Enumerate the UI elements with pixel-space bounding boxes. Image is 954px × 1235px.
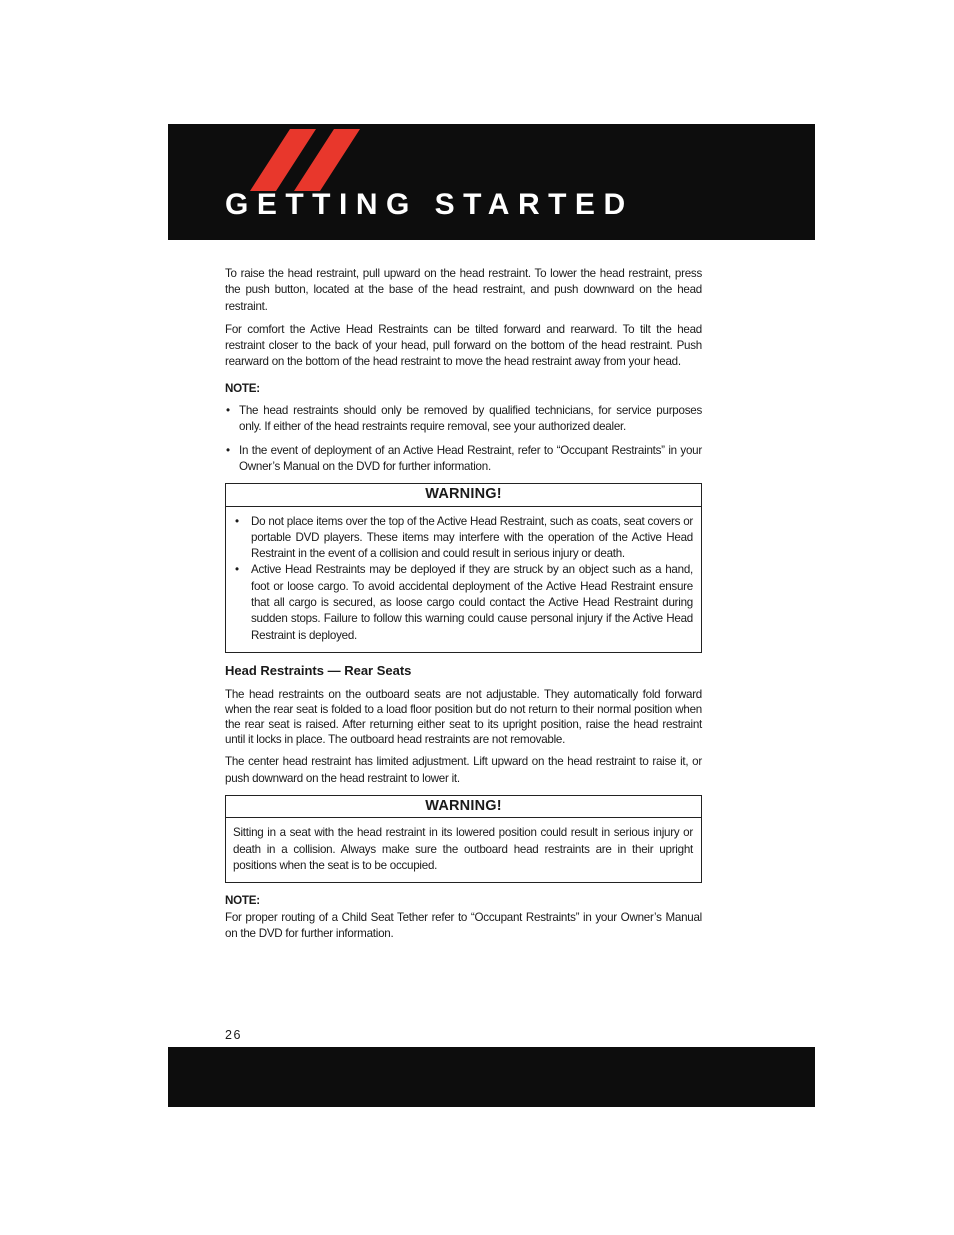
subheading-rear-seats: Head Restraints — Rear Seats xyxy=(225,662,412,678)
paragraph-raise-lower: To raise the head restraint, pull upward on the head restraint. To lower the head restraint, press the push button, located at the base of the head restraint, and push downward on the head restraint. xyxy=(225,267,702,313)
note-bullet xyxy=(225,403,702,436)
warning-title: WARNING! xyxy=(226,796,701,818)
warning-bullet xyxy=(233,562,693,643)
page-number: 26 xyxy=(225,1028,242,1042)
note-label: NOTE: xyxy=(225,381,260,395)
bullet-glyph: • xyxy=(235,514,239,528)
paragraph-outboard: The head restraints on the outboard seats are not adjustable. They automatically fold forward when the rear seat is folded to a load floor position but do not return to their normal position when the rear seat is raised. After returning either seat to its upright position, raise the head restraint until it locks in place. The outboard head restraints are not removable. xyxy=(225,688,702,746)
page-content xyxy=(225,266,702,949)
warning-bullet-list xyxy=(233,514,693,644)
warning-bullet-text: Active Head Restraints may be deployed if they are struck by an object such as a hand, foot or loose cargo. To avoid accidental deployment of the Active Head Restraint ensure that all cargo is secured, as loose cargo could contact the Active Head Restraint during sudden stops. Failure to follow this warning could cause personal injury if the Active Head Restraint is deployed. xyxy=(251,563,693,642)
paragraph-tilt: For comfort the Active Head Restraints can be tilted forward and rearward. To tilt the head restraint closer to the back of your head, pull forward on the bottom of the head restraint. Push rearward on the bottom of the head restraint to move the head restraint away from your head. xyxy=(225,322,702,369)
section-header-bar xyxy=(168,124,815,240)
warning-box-lowered-position xyxy=(225,795,702,883)
bullet-glyph: • xyxy=(235,563,239,577)
section-title: GETTING STARTED xyxy=(225,188,634,221)
paragraph-center: The center head restraint has limited adjustment. Lift upward on the head restraint to raise it, or push downward on the head restraint to lower it. xyxy=(225,755,702,785)
bullet-glyph: • xyxy=(226,404,230,418)
racing-stripes-icon xyxy=(250,129,360,191)
note-bullet xyxy=(225,443,702,476)
footer-bar xyxy=(168,1047,815,1107)
warning-body-text: Sitting in a seat with the head restraint in its lowered position could result in serious injury or death in a collision. Always make sure the outboard head restraints are in their upright positions when the seat is to be occupied. xyxy=(233,826,693,872)
note-bullet-list xyxy=(225,403,702,475)
note-text: For proper routing of a Child Seat Tether refer to “Occupant Restraints” in your Owner’s Manual on the DVD for further information. xyxy=(225,910,702,940)
warning-bullet xyxy=(233,514,693,563)
warning-box-active-head-restraint xyxy=(225,483,702,653)
bullet-glyph: • xyxy=(226,443,230,457)
note-bullet-text: In the event of deployment of an Active Head Restraint, refer to “Occupant Restraints” in your Owner’s Manual on the DVD for further information. xyxy=(239,443,702,473)
note-bullet-text: The head restraints should only be removed by qualified technicians, for service purposes only. If either of the head restraints require removal, see your authorized dealer. xyxy=(239,404,702,434)
warning-bullet-text: Do not place items over the top of the Active Head Restraint, such as coats, seat covers or portable DVD players. These items may interfere with the operation of the Active Head Restraint in the event of a collision and could result in serious injury or death. xyxy=(251,514,693,561)
note-label: NOTE: xyxy=(225,894,260,908)
warning-body xyxy=(226,507,701,652)
warning-title: WARNING! xyxy=(226,484,701,506)
